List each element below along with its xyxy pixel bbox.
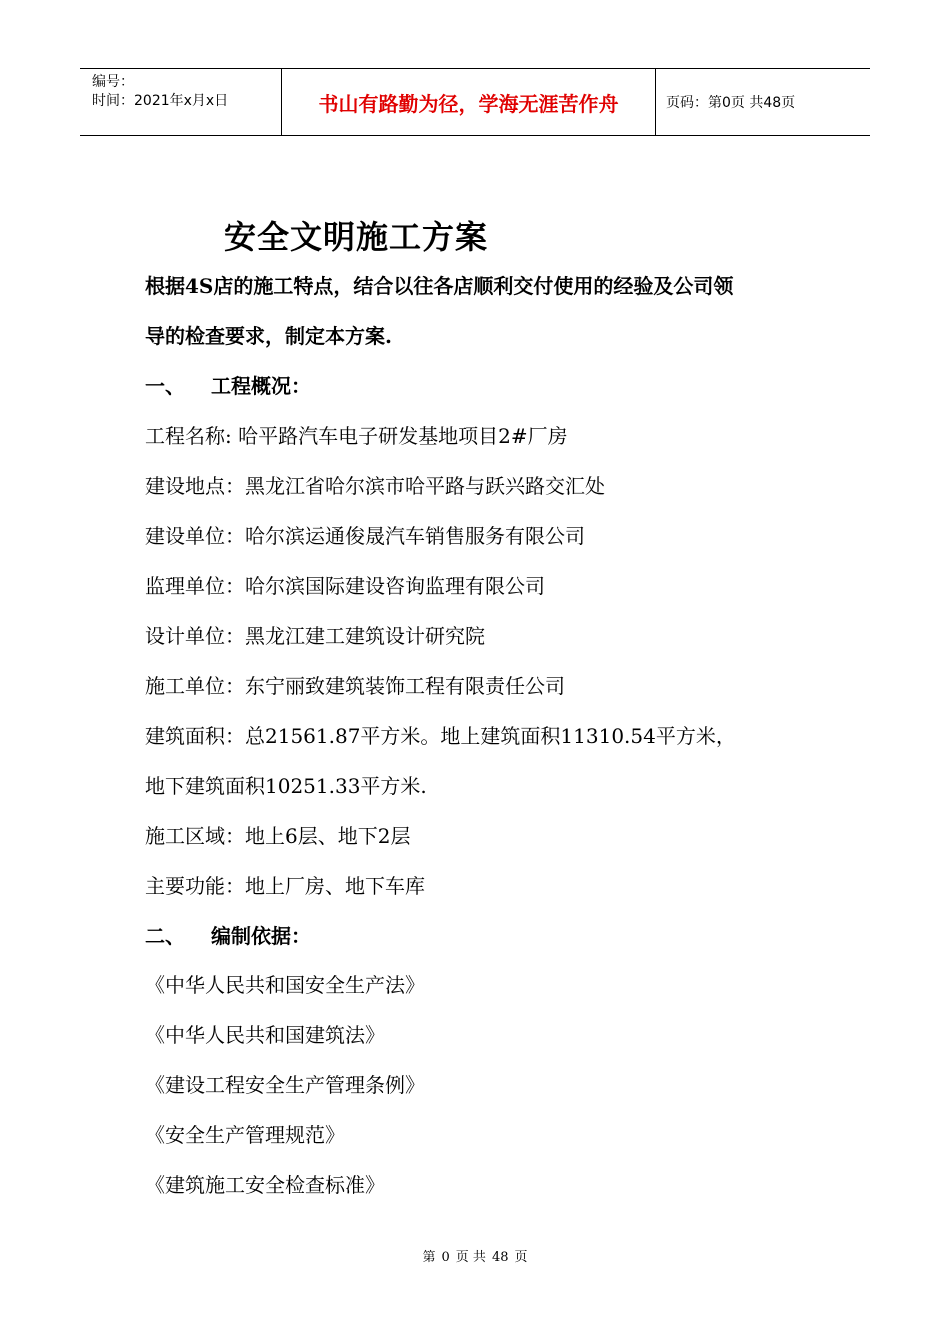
overview-item: 监理单位：哈尔滨国际建设咨询监理有限公司: [145, 574, 545, 598]
overview-item: 地下建筑面积10251.33平方米.: [145, 774, 427, 798]
section-heading-basis: [145, 920, 311, 949]
header-meta: [80, 69, 282, 135]
footer-middle: 页 共: [455, 1250, 486, 1265]
header-page-info: 页码：第0页 共48页: [666, 95, 796, 111]
footer-prefix: 第: [422, 1250, 436, 1265]
reference-item: 《建筑施工安全检查标准》: [145, 1173, 385, 1197]
section-title: 编制依据：: [211, 924, 311, 948]
overview-item: 施工单位：东宁丽致建筑装饰工程有限责任公司: [145, 674, 565, 698]
footer-current-page: 0: [441, 1250, 450, 1265]
header-number-label: 编号：: [92, 74, 134, 90]
reference-item: 《建设工程安全生产管理条例》: [145, 1073, 425, 1097]
section-number: 二、: [145, 924, 185, 948]
section-heading-overview: [145, 370, 311, 399]
overview-item: 施工区域：地上6层、地下2层: [145, 824, 411, 848]
reference-item: 《中华人民共和国安全生产法》: [145, 973, 425, 997]
page-header: [80, 68, 870, 136]
header-time-label: 时间：2021年x月x日: [92, 93, 229, 109]
intro-line-1: 根据4S店的施工特点，结合以往各店顺利交付使用的经验及公司领: [145, 274, 734, 298]
section-title: 工程概况：: [211, 374, 311, 398]
intro-line-2: 导的检查要求，制定本方案.: [145, 324, 392, 348]
footer-total-pages: 48: [491, 1250, 509, 1265]
section-number: 一、: [145, 374, 185, 398]
overview-item: 主要功能：地上厂房、地下车库: [145, 874, 425, 898]
overview-item: 建筑面积：总21561.87平方米。地上建筑面积11310.54平方米，: [145, 724, 736, 748]
overview-item: 建设地点：黑龙江省哈尔滨市哈平路与跃兴路交汇处: [145, 474, 605, 498]
footer-suffix: 页: [514, 1250, 528, 1265]
reference-item: 《中华人民共和国建筑法》: [145, 1023, 385, 1047]
document-title: 安全文明施工方案: [224, 218, 489, 256]
overview-item: 建设单位：哈尔滨运通俊晟汽车销售服务有限公司: [145, 524, 585, 548]
header-motto: 书山有路勤为径，学海无涯苦作舟: [282, 69, 656, 135]
page-footer: [0, 1246, 950, 1265]
overview-item: 设计单位：黑龙江建工建筑设计研究院: [145, 624, 485, 648]
overview-item: 工程名称: 哈平路汽车电子研发基地项目2#厂房: [145, 424, 568, 448]
reference-item: 《安全生产管理规范》: [145, 1123, 345, 1147]
